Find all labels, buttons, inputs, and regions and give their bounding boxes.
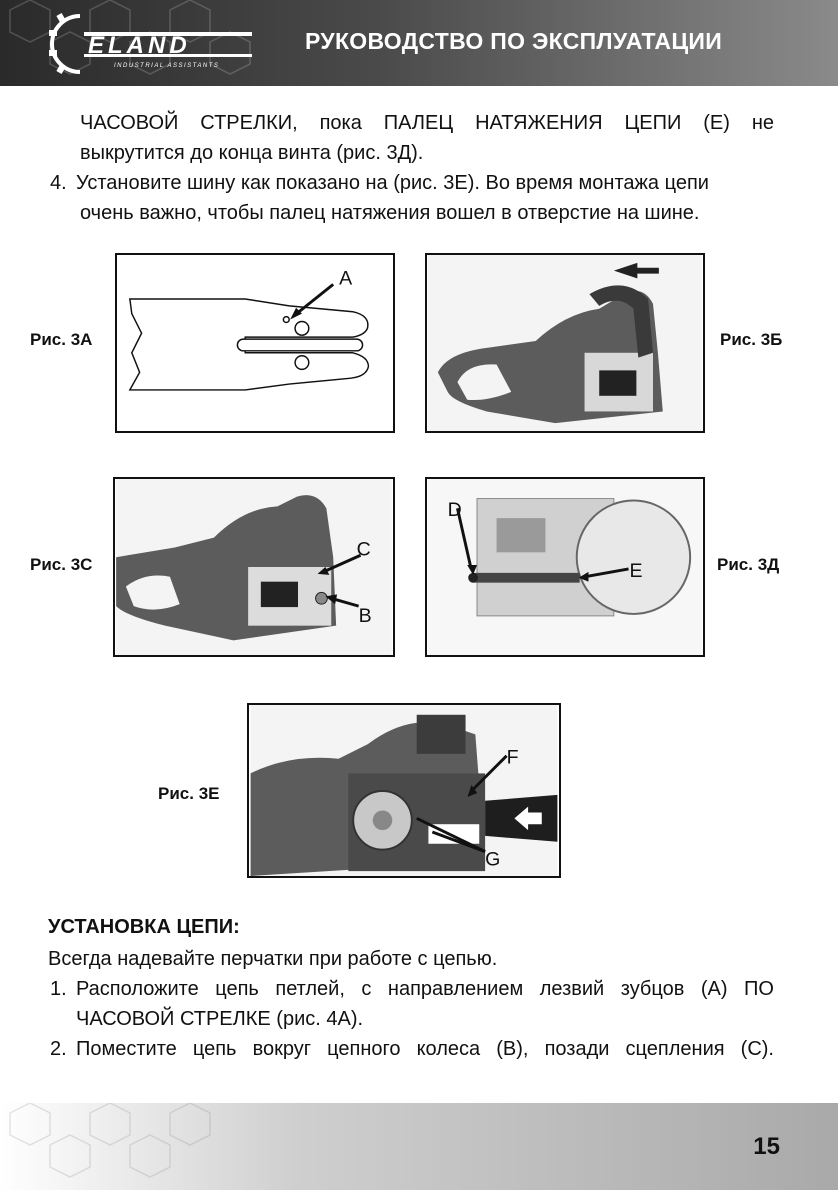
fig-3e-label: Рис. 3Е (158, 784, 220, 803)
svg-text:ELAND: ELAND (88, 32, 191, 59)
step-1-line-2: ЧАСОВОЙ СТРЕЛКЕ (рис. 4А). (76, 1008, 364, 1030)
step-1-number: 1. (50, 978, 67, 1000)
callout-d: D (447, 499, 462, 522)
svg-text:INDUSTRIAL ASSISTANTS: INDUSTRIAL ASSISTANTS (114, 63, 220, 69)
fig-3b-photo (425, 253, 705, 433)
callout-g: G (485, 848, 501, 871)
section-title: УСТАНОВКА ЦЕПИ: (48, 916, 240, 938)
bar-slot (237, 339, 362, 351)
fig-3c-label: Рис. 3С (30, 555, 93, 574)
fig-3c-photo (113, 477, 395, 657)
callout-f: F (506, 746, 519, 769)
step-2-number: 2. (50, 1038, 67, 1060)
fig-3a-label: Рис. 3А (30, 330, 93, 349)
intro-line-1: ЧАСОВОЙ СТРЕЛКИ, пока ПАЛЕЦ НАТЯЖЕНИЯ ЦЕПИ (Е) не (80, 112, 774, 134)
page-header (0, 0, 838, 86)
fig-3e-photo (247, 703, 561, 878)
step-2-line-1: Поместите цепь вокруг цепного колеса (В), позади сцепления (С). (76, 1038, 774, 1060)
bar-hole-upper (295, 321, 309, 335)
page-footer (0, 1103, 838, 1190)
callout-e: E (629, 559, 643, 582)
step-4-line-1: Установите шину как показано на (рис. 3Е). Во время монтажа цепи (76, 172, 709, 194)
callout-b: B (358, 604, 372, 627)
header-title: РУКОВОДСТВО ПО ЭКСПЛУАТАЦИИ (305, 28, 723, 54)
section-line-1: Всегда надевайте перчатки при работе с цепью. (48, 948, 498, 970)
fig-3d-label: Рис. 3Д (717, 555, 780, 574)
step-1-line-1: Расположите цепь петлей, с направлением лезвий зубцов (А) ПО (76, 978, 774, 1000)
clutch-cover (577, 501, 690, 614)
eland-logo (48, 10, 268, 76)
fig-3b-label: Рис. 3Б (720, 330, 783, 349)
bar-nut (316, 592, 328, 604)
callout-c: C (356, 538, 371, 561)
page-number: 15 (753, 1133, 780, 1160)
tension-screw (472, 573, 580, 583)
step-4-number: 4. (50, 172, 67, 194)
callout-a: A (339, 267, 353, 290)
hex-pattern (0, 1103, 400, 1190)
fig-3d-photo (425, 477, 705, 657)
bar-hole-lower (295, 356, 309, 370)
fig-3a-bar-diagram (115, 253, 395, 433)
step-4-line-2: очень важно, чтобы палец натяжения вошел в отверстие на шине. (80, 202, 700, 224)
intro-line-2: выкрутится до конца винта (рис. 3Д). (80, 142, 424, 164)
tension-pin-hole (283, 317, 289, 323)
